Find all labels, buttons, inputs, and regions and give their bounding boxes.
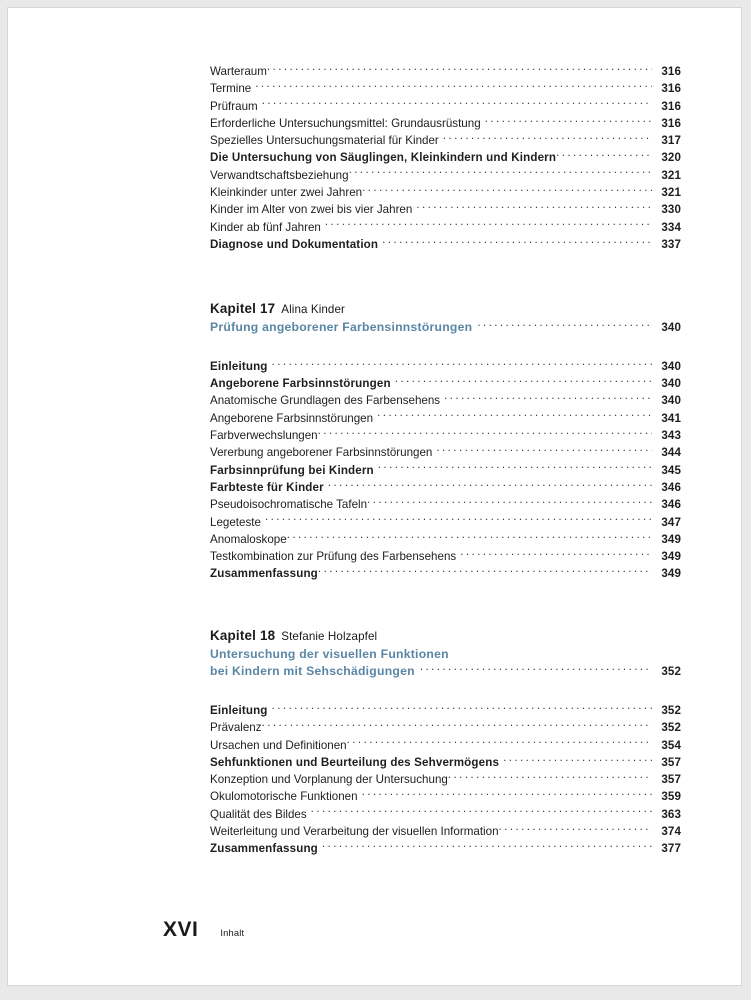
toc-entry-page-number: 321	[661, 168, 681, 182]
toc-leader-dots	[272, 359, 652, 370]
toc-leader-dots	[377, 411, 652, 422]
toc-entry[interactable]	[210, 462, 681, 479]
toc-entry[interactable]	[210, 479, 681, 496]
toc-leader-dots	[262, 99, 652, 110]
toc-entry-page-number: 346	[661, 498, 681, 512]
toc-entry-label: Angeborene Farbsinnstörungen	[210, 411, 374, 425]
toc-entry-page-number: 341	[661, 411, 681, 425]
toc-entry-label: Legeteste	[210, 515, 261, 529]
toc-entry-page-number: 316	[661, 116, 681, 130]
toc-entry-label: Qualität des Bildes	[210, 807, 307, 821]
toc-entry[interactable]	[210, 444, 681, 461]
toc-entry-label: Zusammenfassung	[210, 842, 318, 856]
toc-leader-dots	[311, 807, 652, 818]
toc-entry[interactable]	[210, 496, 681, 513]
toc-leader-dots	[460, 549, 652, 560]
toc-leader-dots	[382, 237, 652, 248]
toc-entry[interactable]	[210, 823, 681, 840]
toc-leader-dots	[318, 566, 652, 577]
chapter-author: Alina Kinder	[281, 303, 345, 317]
toc-entry[interactable]	[210, 719, 681, 736]
toc-entry-label: Einleitung	[210, 359, 268, 373]
toc-entry-label: Die Untersuchung von Säuglingen, Kleinkindern und Kindern	[210, 151, 557, 165]
toc-entry-page-number: 357	[661, 755, 681, 769]
toc-leader-dots	[378, 463, 652, 474]
toc-leader-dots	[322, 841, 652, 852]
toc-leader-dots	[444, 393, 652, 404]
toc-leader-dots	[436, 445, 652, 456]
toc-entry-label: Anomaloskope	[210, 532, 287, 546]
toc-leader-dots	[287, 532, 652, 543]
toc-entry-page-number: 316	[661, 82, 681, 96]
toc-leader-dots	[265, 515, 652, 526]
folio-number: XVI	[163, 918, 199, 941]
toc-group-kapitel-17	[210, 358, 681, 583]
toc-entry[interactable]	[210, 358, 681, 375]
toc-entry[interactable]	[210, 410, 681, 427]
toc-entry[interactable]	[210, 565, 681, 582]
toc-entry[interactable]	[210, 548, 681, 565]
toc-entry-page-number: 352	[661, 703, 681, 717]
toc-entry-page-number: 337	[661, 237, 681, 251]
toc-entry-page-number: 346	[661, 480, 681, 494]
toc-entry[interactable]	[210, 184, 681, 201]
toc-entry-label: Kinder im Alter von zwei bis vier Jahren	[210, 203, 413, 217]
toc-entry-page-number: 343	[661, 429, 681, 443]
toc-entry-label: Termine	[210, 82, 252, 96]
toc-entry-page-number: 321	[661, 186, 681, 200]
toc-entry-page-number: 320	[661, 151, 681, 165]
toc-entry-page-number: 340	[661, 394, 681, 408]
toc-entry[interactable]	[210, 737, 681, 754]
toc-entry-label: Farbsinnprüfung bei Kindern	[210, 463, 374, 477]
toc-entry[interactable]	[210, 115, 681, 132]
toc-entry-page-number: 349	[661, 550, 681, 564]
toc-leader-dots	[325, 220, 652, 231]
toc-entry-label: Angeborene Farbsinnstörungen	[210, 377, 391, 391]
toc-entry[interactable]	[210, 375, 681, 392]
toc-entry-label: Farbteste für Kinder	[210, 480, 324, 494]
toc-leader-dots	[443, 133, 652, 144]
toc-entry-page-number: 340	[661, 359, 681, 373]
toc-entry-page-number: 352	[661, 721, 681, 735]
toc-leader-dots	[485, 116, 652, 127]
toc-entry[interactable]	[210, 788, 681, 805]
toc-entry[interactable]	[210, 840, 681, 857]
toc-leader-dots	[503, 755, 652, 766]
toc-leader-dots	[362, 789, 652, 800]
chapter-title-row[interactable]	[210, 646, 681, 664]
chapter-list-spacer	[210, 337, 681, 358]
toc-entry-page-number: 347	[661, 515, 681, 529]
toc-leader-dots	[395, 376, 652, 387]
toc-entry-label: Farbverwechslungen	[210, 429, 318, 443]
toc-entry[interactable]	[210, 132, 681, 149]
toc-leader-dots	[448, 772, 652, 783]
toc-leader-dots	[272, 703, 652, 714]
toc-entry-page-number: 363	[661, 807, 681, 821]
toc-entry-label: Prüfraum	[210, 99, 258, 113]
toc-entry[interactable]	[210, 771, 681, 788]
toc-entry[interactable]	[210, 392, 681, 409]
toc-entry-label: Warteraum	[210, 65, 267, 78]
toc-entry[interactable]	[210, 201, 681, 218]
toc-leader-dots	[556, 150, 652, 161]
chapter-block-kapitel-18	[210, 627, 681, 681]
chapter-title-text: Untersuchung der visuellen Funktionen	[210, 646, 449, 661]
toc-entry-page-number: 374	[661, 824, 681, 838]
group-spacer	[210, 253, 681, 300]
chapter-list-spacer	[210, 681, 681, 702]
toc-leader-dots	[499, 824, 652, 835]
toc-entry[interactable]	[210, 702, 681, 719]
toc-leader-dots	[318, 428, 652, 439]
document-page	[7, 7, 742, 986]
toc-group-kapitel-18	[210, 702, 681, 858]
page-footer	[163, 918, 244, 942]
toc-entry-page-number: 359	[661, 790, 681, 804]
toc-entry-label: Prävalenz	[210, 721, 262, 735]
toc-entry-page-number: 354	[661, 738, 681, 752]
toc-entry-label: Konzeption und Vorplanung der Untersuchung	[210, 773, 448, 787]
toc-leader-dots	[416, 202, 652, 213]
chapter-title-lines-kapitel-18	[210, 646, 681, 681]
toc-entry-page-number: 377	[661, 842, 681, 856]
toc-leader-dots	[349, 168, 652, 179]
chapter-number: Kapitel 18	[210, 627, 276, 643]
toc-entry-page-number: 345	[661, 463, 681, 477]
chapter-title-row[interactable]	[210, 663, 681, 681]
toc-entry-page-number: 317	[661, 134, 681, 148]
toc-entry-page-number: 349	[661, 532, 681, 546]
toc-entry[interactable]	[210, 98, 681, 115]
chapter-title-text: bei Kindern mit Sehschädigungen	[210, 664, 415, 679]
chapter-block-kapitel-17	[210, 300, 681, 337]
toc-entry[interactable]	[210, 167, 681, 184]
toc-entry[interactable]	[210, 63, 681, 80]
chapter-title-lines-kapitel-17	[210, 319, 681, 337]
toc-leader-dots	[367, 497, 652, 508]
toc-leader-dots	[347, 738, 652, 749]
toc-entry-page-number: 330	[661, 203, 681, 217]
toc-entry-label: Testkombination zur Prüfung des Farbensehens	[210, 550, 457, 564]
toc-group-chapter-16-continued	[210, 63, 681, 253]
toc-entry-label: Ursachen und Definitionen	[210, 738, 347, 752]
toc-entry[interactable]	[210, 236, 681, 253]
toc-entry-page-number: 344	[661, 446, 681, 460]
toc-leader-dots	[255, 81, 652, 92]
toc-leader-dots	[477, 320, 652, 331]
chapter-title-page-number: 340	[661, 321, 681, 335]
toc-entry-label: Zusammenfassung	[210, 567, 318, 581]
toc-entry[interactable]	[210, 806, 681, 823]
toc-entry-label: Einleitung	[210, 703, 268, 717]
chapter-heading-line	[210, 627, 681, 646]
toc-entry[interactable]	[210, 514, 681, 531]
toc-entry-label: Sehfunktionen und Beurteilung des Sehvermögens	[210, 755, 500, 769]
toc-entry-label: Vererbung angeborener Farbsinnstörungen	[210, 446, 433, 460]
chapter-heading-line	[210, 300, 681, 319]
toc-entry-label: Pseudoisochromatische Tafeln	[210, 498, 368, 512]
toc-entry-page-number: 334	[661, 220, 681, 234]
toc-entry-label: Spezielles Untersuchungsmaterial für Kinder	[210, 134, 439, 148]
toc-leader-dots	[262, 720, 652, 731]
footer-section-name: Inhalt	[220, 928, 245, 938]
toc-leader-dots	[267, 64, 652, 75]
chapter-title-text: Prüfung angeborener Farbensinnstörungen	[210, 320, 473, 335]
toc-entry-label: Weiterleitung und Verarbeitung der visuellen Information	[210, 824, 499, 838]
toc-entry[interactable]	[210, 754, 681, 771]
toc-entry[interactable]	[210, 149, 681, 166]
toc-entry[interactable]	[210, 80, 681, 97]
chapter-title-row[interactable]	[210, 319, 681, 337]
toc-content	[210, 63, 681, 858]
toc-entry-label: Diagnose und Dokumentation	[210, 237, 379, 251]
toc-entry-page-number: 357	[661, 773, 681, 787]
toc-entry-page-number: 316	[661, 65, 681, 78]
toc-entry-page-number: 316	[661, 99, 681, 113]
toc-entry-label: Kleinkinder unter zwei Jahren	[210, 186, 363, 200]
toc-leader-dots	[420, 664, 652, 675]
chapter-author: Stefanie Holzapfel	[281, 629, 378, 643]
toc-leader-dots	[328, 480, 652, 491]
toc-entry-label: Kinder ab fünf Jahren	[210, 220, 321, 234]
chapter-number: Kapitel 17	[210, 301, 276, 317]
toc-entry[interactable]	[210, 427, 681, 444]
toc-entry[interactable]	[210, 531, 681, 548]
toc-entry-label: Okulomotorische Funktionen	[210, 790, 358, 804]
chapter-title-page-number: 352	[661, 665, 681, 679]
toc-entry-label: Verwandtschaftsbeziehung	[210, 168, 349, 182]
toc-entry-page-number: 340	[661, 377, 681, 391]
toc-entry-label: Erforderliche Untersuchungsmittel: Grundausrüstung	[210, 116, 481, 130]
group-spacer	[210, 583, 681, 627]
toc-entry-label: Anatomische Grundlagen des Farbensehens	[210, 394, 441, 408]
toc-entry[interactable]	[210, 219, 681, 236]
toc-entry-page-number: 349	[661, 567, 681, 581]
toc-leader-dots	[362, 185, 652, 196]
